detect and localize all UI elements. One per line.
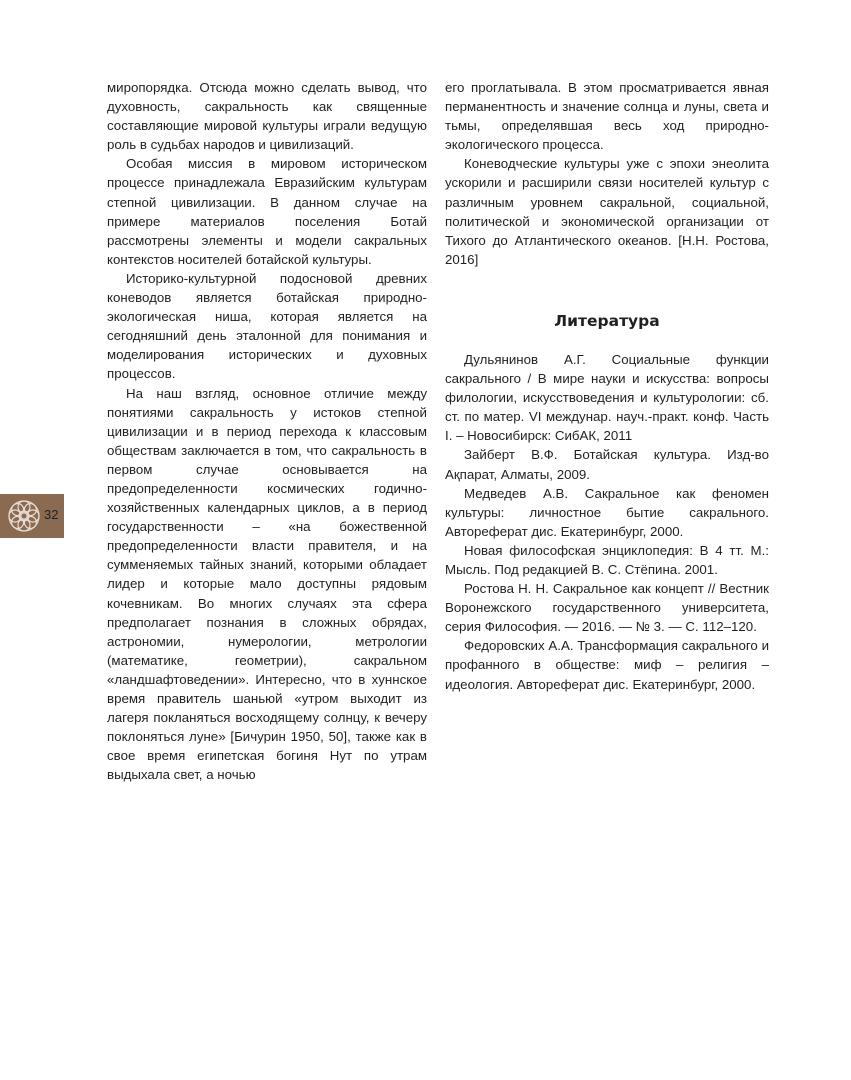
reference-item: Зайберт В.Ф. Ботайская культура. Изд-во Ақпарат, Алматы, 2009. — [445, 447, 769, 482]
page-number-tab — [0, 494, 64, 538]
reference-item: Федоровских А.А. Трансформация сакрального и профанного в обществе: миф – религия – идеология. Автореферат дис. Екатеринбург, 2000. — [445, 638, 769, 692]
paragraph: миропорядка. Отсюда можно сделать вывод, что духовность, сакральность как священные составляющие мировой культуры играли ведущую роль в судьбах народов и цивилизаций. — [107, 80, 427, 153]
references-heading: Литература — [554, 311, 660, 330]
paragraph: его проглатывала. В этом просматривается явная перманентность и значение солнца и луны, света и тьмы, определявшая весь ход природно-экологического процесса. — [445, 80, 769, 153]
left-column — [107, 78, 427, 784]
reference-item: Медведев А.В. Сакральное как феномен культуры: личностное бытие сакрального. Автореферат дис. Екатеринбург, 2000. — [445, 485, 769, 539]
page-number: 32 — [44, 507, 59, 522]
paragraph: Особая миссия в мировом историческом процессе принадлежала Евразийским культурам степной цивилизации. В данном случае на примере материалов поселения Ботай рассмотрены элементы и модели сакральных контекстов носителей ботайской культуры. — [107, 156, 427, 267]
reference-item: Ростова Н. Н. Сакральное как концепт // Вестник Воронежского государственного университета, серия Философия. — 2016. — № 3. — С. 112–120. — [445, 581, 769, 635]
ornament-icon — [4, 496, 44, 536]
reference-item: Дульянинов А.Г. Социальные функции сакрального / В мире науки и искусства: вопросы филологии, искусствоведения и культурологии: сб. ст. по матер. VI междунар. науч.-практ. конф. Часть I. – Новосибирск: СибАК, 2011 — [445, 351, 769, 444]
paragraph: На наш взгляд, основное отличие между понятиями сакральность у истоков степной цивилизации и в период перехода к классовым обществам заключается в том, что сакральность в первом случае основывается на предопределенности космических годично-хозяйственных календарных циклов, а в период государственности – «на божественной предопределенности власти правителя, и на сумменяемых тайных знаний, которыми обладает лидер и которые мало доступны рядовым кочевникам. Во многих случаях эта сфера предполагает познания в сложных обрядах, астрономии, нумерологии, метрологии (математике, геометрии), сакральном «ландшафтоведении». Интересно, что в хуннское время правитель шаньюй «утром выходит из лагеря покланяться восходящему солнцу, к вечеру поклоняться луне» [Бичурин 1950, 50], также как в свое время египетская богиня Нут по утрам выдыхала свет, а ночью — [107, 385, 427, 783]
reference-item: Новая философская энциклопедия: В 4 тт. М.: Мысль. Под редакцией В. С. Стёпина. 2001. — [445, 542, 769, 577]
references-list — [445, 350, 769, 694]
paragraph: Историко-культурной подосновой древних коневодов является ботайская природно-экологическая ниша, которая является на сегодняшний день эталонной для понимания и моделирования исторических и духовных процессов. — [107, 270, 427, 382]
right-column — [445, 78, 769, 694]
paragraph: Коневодческие культуры уже с эпохи энеолита ускорили и расширили связи носителей культур с различным уровнем сакральной, социальной, политической и экономической организации от Тихого до Атлантического океанов. [Н.Н. Ростова, 2016] — [445, 156, 769, 267]
